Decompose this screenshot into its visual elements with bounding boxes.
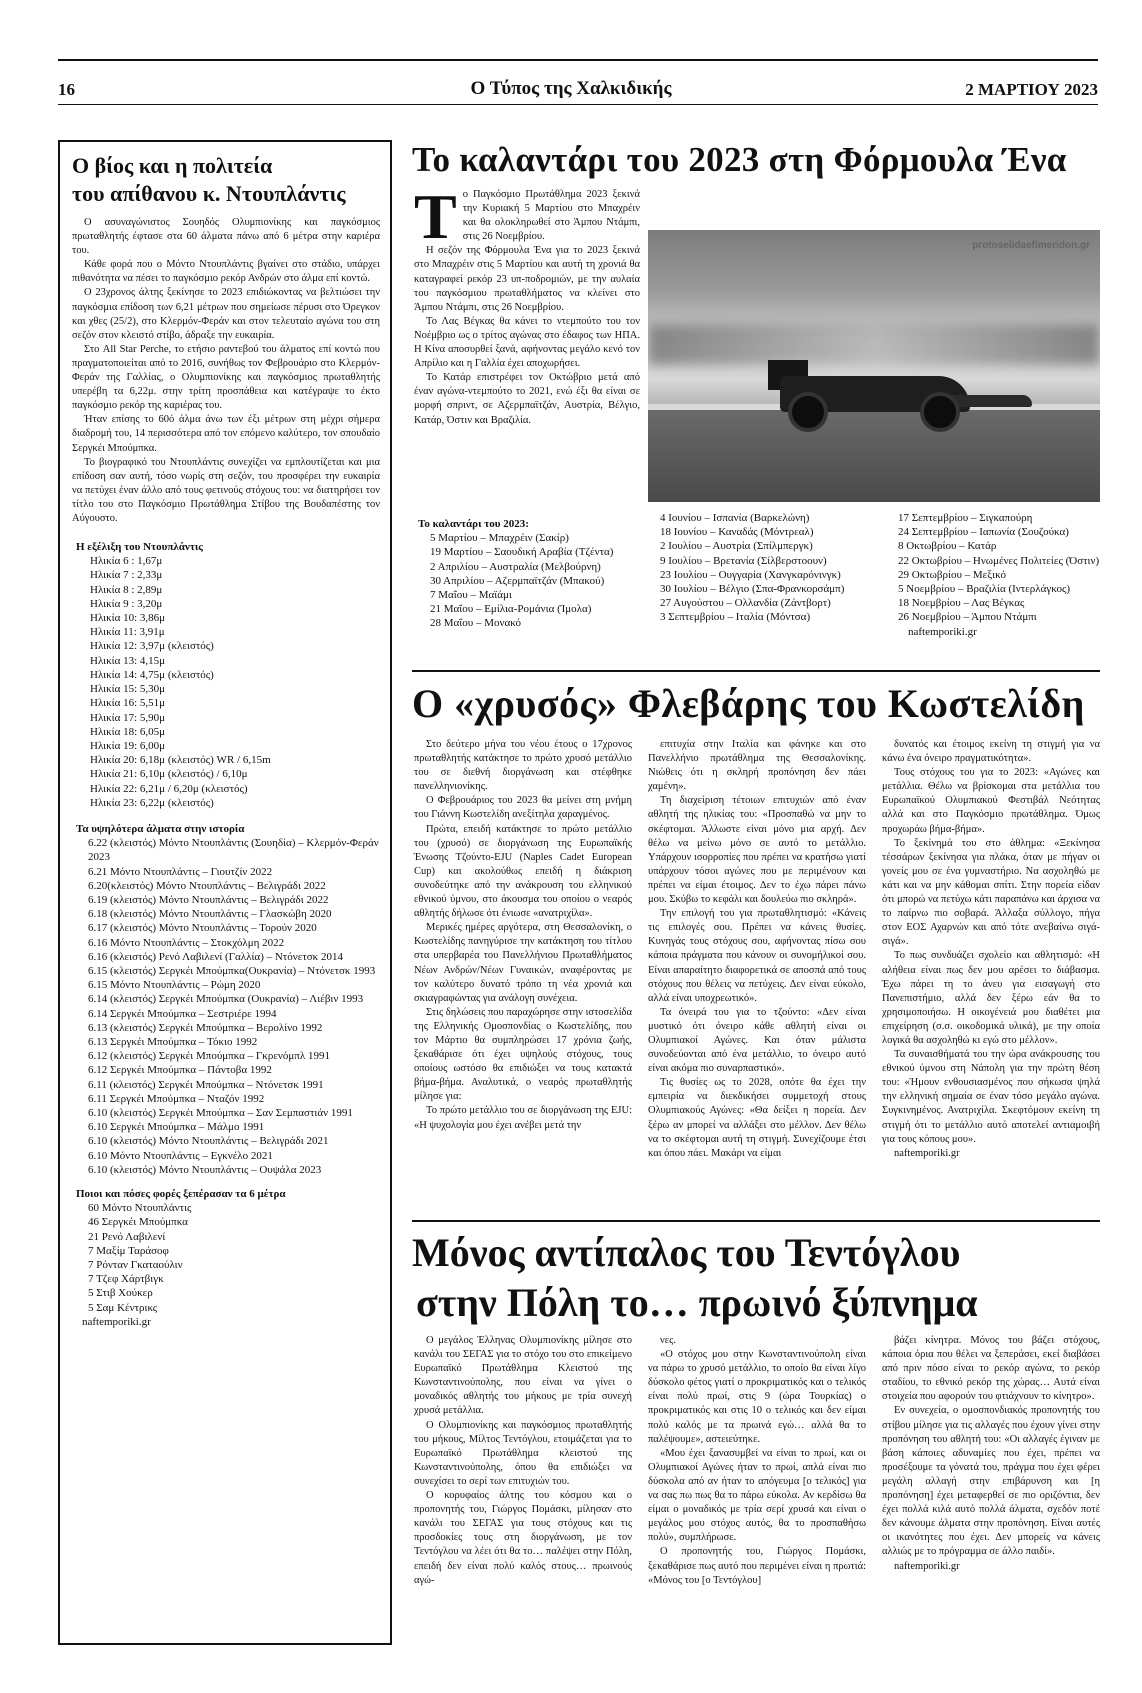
highest-jump-item: 6.12 Σεργκέι Μπούμπκα – Πάντοβα 1992 bbox=[88, 1064, 272, 1077]
evolution-item: Ηλικία 10: 3,86μ bbox=[90, 612, 166, 625]
over-six-metres-list bbox=[72, 1187, 380, 1329]
evolution-item: Ηλικία 8 : 2,89μ bbox=[90, 583, 163, 596]
paper-title: Ο Τύπος της Χαλκιδικής bbox=[470, 78, 672, 99]
highest-jump-item: 6.10 (κλειστός) Σεργκέι Μπούμπκα – Σαν Σεμπαστιάν 1991 bbox=[88, 1106, 353, 1119]
article-paragraph: Το πως συνδυάζει σχολείο και αθλητισμό: «Η αλήθεια είναι πως δεν μου αρέσει το διάβασμα. Έχω πάρει τη το άνευ για εισαγωγή στο Πανεπιστήμιο, αλλά δεν ξέρω εάν θα το χρησιμοποιήσω. Η οικογένειά μου διαθέτει μια επιχείρηση (σ.σ. οικοδομικά υλικά), με την οποία λογικά θα ασχοληθώ κι εγώ στο μέλλον». bbox=[882, 950, 1100, 1046]
calendar-item: 7 Μαΐου – Μαϊάμι bbox=[430, 589, 512, 602]
calendar-item: 3 Σεπτεμβρίου – Ιταλία (Μόντσα) bbox=[660, 611, 811, 624]
highest-jump-item: 6.19 (κλειστός) Μόντο Ντουπλάντις – Βελιγράδι 2022 bbox=[88, 893, 329, 906]
header-top-rule bbox=[58, 59, 1098, 61]
over-six-item: 7 Μαξίμ Ταράσοφ bbox=[88, 1244, 169, 1257]
calendar-item: 9 Ιουλίου – Βρετανία (Σίλβερστοουν) bbox=[660, 554, 827, 567]
highest-jump-item: 6.10 (κλειστός) Μόντο Ντουπλάντις – Βελιγράδι 2021 bbox=[88, 1135, 329, 1148]
article-paragraph: naftemporiki.gr bbox=[894, 1560, 960, 1572]
highest-jump-item: 6.20(κλειστός) Μόντο Ντουπλάντις – Βελιγράδι 2022 bbox=[88, 879, 326, 892]
calendar-item: 2 Απριλίου – Αυστραλία (Μελβούρνη) bbox=[430, 560, 601, 573]
kostelidis-col2 bbox=[648, 738, 866, 1161]
evolution-title: Η εξέλιξη του Ντουπλάντις bbox=[76, 541, 203, 554]
article-paragraph: Πρώτα, επειδή κατάκτησε το πρώτο μετάλλιο του (χρυσό) σε διοργάνωση της Ευρωπαϊκής Ένωσης Τζούντο-EJU (Naples Cadet European Cup) και ακολούθως επειδή η διάκριση συνοδεύτηκε από την ανάκρουση του ελληνικού εθνικού ύμνου, στο άκουσμα του οποίου ο νεαρός αθλητής δήλωσε ότι ένιωσε «ανατριχίλα». bbox=[414, 823, 632, 920]
highest-jump-item: 6.13 (κλειστός) Σεργκέι Μπούμπκα – Βερολίνο 1992 bbox=[88, 1021, 323, 1034]
section-rule-2 bbox=[412, 1220, 1100, 1222]
calendar-item: 8 Οκτωβρίου – Κατάρ bbox=[898, 540, 997, 553]
calendar-item: 2 Ιουλίου – Αυστρία (Σπίλμπεργκ) bbox=[660, 540, 813, 553]
evolution-item: Ηλικία 22: 6,21μ / 6,20μ (κλειστός) bbox=[90, 782, 248, 795]
over-six-item: 21 Ρενό Λαβιλενί bbox=[88, 1230, 166, 1243]
f1-calendar-title: Το καλαντάρι του 2023: bbox=[418, 518, 529, 530]
evolution-item: Ηλικία 16: 5,51μ bbox=[90, 697, 166, 710]
article-paragraph: Τη διαχείριση τέτοιων επιτυχιών από έναν αθλητή της ηλικίας του: «Προσπαθώ να μην το σκέφτομαι. Άλλωστε είναι μόνο μια αρχή. Δεν θέλω να μείνω μόνο σε αυτό το μετάλλιο. Υπάρχουν ισορροπίες που πρέπει να κρατήσω γιατί υπάρχουν τόσοι αγώνες που με περιμένουν και πρέπει να είμαι έτοιμος. Δεν το έχω πάρει πάνω μου. Σκύβω το κεφάλι και δουλεύω πιο σκληρά». bbox=[648, 795, 866, 906]
highest-jumps-list bbox=[72, 822, 380, 1177]
calendar-item: 26 Νοεμβρίου – Άμπου Ντάμπι bbox=[898, 611, 1037, 624]
calendar-item: 21 Μαΐου – Εμίλια-Ρομάνια (Ίμολα) bbox=[430, 603, 592, 616]
f1-dropcap: Τ bbox=[414, 181, 457, 252]
f1-calendar-col1 bbox=[418, 517, 646, 631]
f1-calendar-col3 bbox=[898, 511, 1104, 639]
article-paragraph: βάζει κίνητρα. Μόνος του βάζει στόχους, κάποια όρια που θέλει να ξεπεράσει, εκεί διαβάσει από πριν πόσο είναι το ρεκόρ αγώνα, το ρεκόρ σταδίου, το εθνικό ρεκόρ της χώρας… Αυτά είναι στοιχεία που αφορούν του φτιάχνουν το κίνητρο». bbox=[882, 1335, 1100, 1403]
article-paragraph: naftemporiki.gr bbox=[894, 1147, 960, 1159]
f1-source: naftemporiki.gr bbox=[908, 625, 977, 638]
highest-jump-item: 6.14 Σεργκέι Μπούμπκα – Σεστριέρε 1994 bbox=[88, 1007, 277, 1020]
evolution-item: Ηλικία 6 : 1,67μ bbox=[90, 555, 163, 568]
sidebar-paragraph: Ήταν επίσης το 60ό άλμα άνω των έξι μέτρων στη μέχρι σήμερα διαδρομή του, 14 περισσότερα από τον επόμενο καλύτερο, τον σπουδαίο Σεργκέι Μπούμπκα. bbox=[72, 414, 380, 454]
evolution-list bbox=[72, 540, 380, 810]
evolution-item: Ηλικία 18: 6,05μ bbox=[90, 725, 166, 738]
highest-jump-item: 6.10 Σεργκέι Μπούμπκα – Μάλμο 1991 bbox=[88, 1121, 265, 1134]
article-paragraph: Στις δηλώσεις που παραχώρησε στην ιστοσελίδα της Ελληνικής Ομοσπονδίας ο Κωστελίδης, που τον Μάρτιο θα συμπληρώσει 17 χρόνια ζωής, ξεκαθάρισε ότι έχει υψηλούς στόχους, τους οποίους ωστόσο θα επιδιώξει να τους κατακτά βήμα-βήμα. Αναλυτικά, ο νεαρός πρωταθλητής μίλησε για: bbox=[414, 1006, 632, 1103]
calendar-item: 29 Οκτωβρίου – Μεξικό bbox=[898, 568, 1006, 581]
sidebar-title-line2: του απίθανου κ. Ντουπλάντις bbox=[72, 181, 346, 206]
article-paragraph: «Ο στόχος μου στην Κωνσταντινούπολη είναι να πάρω το χρυσό μετάλλιο, το οποίο θα είναι λίγο δύσκολο φέτος γιατί ο προκριματικός και ο τελικός είναι πολύ πρωί, στις 9 (ώρα Τουρκίας) ο προκριματικός και στις 10 ο τελικός και δεν είμαι πολύ καλός με τα πρωινά εγώ… αλλά θα το παλέψουμε», αστειεύτηκε. bbox=[648, 1349, 866, 1445]
calendar-item: 24 Σεπτεμβρίου – Ιαπωνία (Σουζούκα) bbox=[898, 526, 1069, 539]
highest-jump-item: 6.16 (κλειστός) Ρενό Λαβιλενί (Γαλλία) – Ντόνετσκ 2014 bbox=[88, 950, 343, 963]
header-bottom-rule bbox=[58, 104, 1098, 105]
tentoglou-body bbox=[414, 1334, 1100, 1588]
kostelidis-body bbox=[414, 738, 1100, 1161]
article-paragraph: Ο Φεβρουάριος του 2023 θα μείνει στη μνήμη του Γιάννη Κωστελίδη ανεξίτηλα χαραγμένος. bbox=[414, 795, 632, 821]
evolution-item: Ηλικία 19: 6,00μ bbox=[90, 739, 166, 752]
tentoglou-col1 bbox=[414, 1334, 632, 1588]
evolution-item: Ηλικία 7 : 2,33μ bbox=[90, 569, 163, 582]
article-paragraph: επιτυχία στην Ιταλία και φάνηκε και στο Πανελλήνιο πρωτάθλημα της Θεσσαλονίκης. Νιώθεις ότι η σκληρή προπόνηση δεν πάει χαμένη». bbox=[648, 739, 866, 793]
calendar-item: 27 Αυγούστου – Ολλανδία (Ζάντβορτ) bbox=[660, 597, 831, 610]
kostelidis-col1 bbox=[414, 738, 632, 1161]
article-paragraph: Μερικές ημέρες αργότερα, στη Θεσσαλονίκη, ο Κωστελίδης πανηγύρισε την κατάκτηση του τίτλου στα υπερβαρέα του Πανελλήνιου Πρωταθλήματος Νέων Ανδρών/Νέων Γυναικών, αναφέροντας με τον καλύτερο δυνατό τρόπο τη νέα χρονιά και σκιαγραφώντας για ανάλογη συνέχεια. bbox=[414, 922, 632, 1004]
sidebar-box bbox=[58, 140, 392, 1645]
highest-jump-item: 6.10 (κλειστός) Μόντο Ντουπλάντις – Ουψάλα 2023 bbox=[88, 1163, 322, 1176]
evolution-item: Ηλικία 13: 4,15μ bbox=[90, 654, 166, 667]
article-paragraph: Τα όνειρά του για το τζούντο: «Δεν είναι μυστικό ότι όνειρο κάθε αθλητή είναι οι Ολυμπιακοί Αγώνες. Και όταν μάλιστα συνοδεύονται από ένα μετάλλιο, το όνειρο αυτό είναι ακόμα πιο συναρπαστικό». bbox=[648, 1006, 866, 1075]
highest-jump-item: 6.11 (κλειστός) Σεργκέι Μπούμπκα – Ντόνετσκ 1991 bbox=[88, 1078, 324, 1091]
sidebar-paragraph: Ο 23χρονος άλτης ξεκίνησε το 2023 επιδιώκοντας να βελτιώσει την παγκόσμια επίδοση των 6,21 μέτρων που σημείωσε πέρυσι στο Όρεγκον και χθες (25/2), στο Κλερμόν-Φεράν και στον τελευταίο αγώνα του στη σεζόν στον κλειστό στίβο, άδραξε την ευκαιρία. bbox=[72, 287, 380, 341]
highest-jump-item: 6.10 Μόντο Ντουπλάντις – Εγκνέλο 2021 bbox=[88, 1149, 273, 1162]
highest-jump-item: 6.12 (κλειστός) Σεργκέι Μπούμπκα – Γκρενόμπλ 1991 bbox=[88, 1050, 330, 1063]
calendar-item: 4 Ιουνίου – Ισπανία (Βαρκελώνη) bbox=[660, 512, 810, 524]
article-paragraph: δυνατός και έτοιμος εκείνη τη στιγμή για να κάνω ένα όνειρο πραγματικότητα». bbox=[882, 739, 1100, 765]
tentoglou-col2 bbox=[648, 1334, 866, 1588]
tentoglou-headline-line2: στην Πόλη το… πρωινό ξύπνημα bbox=[416, 1280, 978, 1325]
highest-jump-item: 6.18 (κλειστός) Μόντο Ντουπλάντις – Γλασκώβη 2020 bbox=[88, 908, 332, 921]
evolution-item: Ηλικία 21: 6,10μ (κλειστός) / 6,10μ bbox=[90, 768, 248, 781]
f1-calendar-col2 bbox=[660, 511, 888, 625]
article-paragraph: Τους στόχους του για το 2023: «Αγώνες και μετάλλια. Θέλω να βρίσκομαι στα μετάλλια του Ευρωπαϊκού Ολυμπιακού Φεστιβάλ Νεότητας αλλά και στο Παγκόσμιο πρωτάθλημα. Όμως προχωράω βήμα-βήμα». bbox=[882, 767, 1100, 835]
sidebar-paragraph: Κάθε φορά που ο Μόντο Ντουπλάντις βγαίνει στο στάδιο, υπάρχει πιθανότητα να πέσει το παγκόσμιο ρεκόρ Ανδρών στο άλμα επί κοντώ. bbox=[72, 259, 380, 285]
evolution-item: Ηλικία 9 : 3,20μ bbox=[90, 597, 163, 610]
article-paragraph: Στο δεύτερο μήνα του νέου έτους ο 17χρονος πρωταθλητής κατάκτησε το πρώτο χρυσό μετάλλιο του σε διεθνή διοργάνωση και στέφθηκε πανελληνιονίκης. bbox=[414, 739, 632, 793]
calendar-item: 5 Μαρτίου – Μπαχρέιν (Σακίρ) bbox=[430, 532, 569, 545]
evolution-item: Ηλικία 17: 5,90μ bbox=[90, 711, 166, 724]
over-six-item: 7 Τζεφ Χάρτβιγκ bbox=[88, 1273, 164, 1286]
f1-car-photo bbox=[648, 230, 1100, 502]
highest-jump-item: 6.16 Μόντο Ντουπλάντις – Στοκχόλμη 2022 bbox=[88, 936, 285, 949]
over-six-item: 5 Στιβ Χούκερ bbox=[88, 1287, 153, 1300]
evolution-item: Ηλικία 12: 3,97μ (κλειστός) bbox=[90, 640, 214, 653]
sidebar-source: naftemporiki.gr bbox=[82, 1315, 151, 1328]
article-paragraph: Ο Ολυμπιονίκης και παγκόσμιος πρωταθλητής του μήκους, Μίλτος Τεντόγλου, ετοιμάζεται για το Ευρωπαϊκό Πρωτάθλημα κλειστού της Κωνσταντινούπολης, όπου θα επιδιώξει να συνεχίσει το σερί των επιτυχιών του. bbox=[414, 1419, 632, 1487]
kostelidis-headline: Ο «χρυσός» Φλεβάρης του Κωστελίδη bbox=[412, 681, 1085, 726]
article-paragraph: Το ξεκίνημά του στο άθλημα: «Ξεκίνησα τέσσάρων ξεκίνησα για πλάκα, όταν με πήγαν οι γονείς μου σε ένα γυμναστήριο. Να ασχοληθώ με κάτι και να μην κάθομαι σπίτι. Στην πορεία είδαν ότι μπορώ να πετύχω κάτι παραπάνω και άρχισα να το παίρνω πιο σοβαρά. Άλλαξα σύλλογο, πήγα στον ΕΟΣ Αχαρνών και από τότε ανεβαίνω σιγά-σιγά». bbox=[882, 837, 1100, 948]
calendar-item: 18 Νοεμβρίου – Λας Βέγκας bbox=[898, 597, 1025, 610]
article-paragraph: νες. bbox=[660, 1335, 676, 1346]
over-six-item: 7 Ρόνταν Γκαταούλιν bbox=[88, 1259, 183, 1272]
issue-date: 2 ΜΑΡΤΙΟΥ 2023 bbox=[965, 80, 1098, 99]
over-six-item: 5 Σαμ Κέντρικς bbox=[88, 1301, 158, 1314]
tentoglou-col3 bbox=[882, 1334, 1100, 1588]
calendar-item: 19 Μαρτίου – Σαουδική Αραβία (Τζέντα) bbox=[430, 546, 614, 559]
evolution-item: Ηλικία 23: 6,22μ (κλειστός) bbox=[90, 796, 214, 809]
highest-title: Τα υψηλότερα άλματα στην ιστορία bbox=[76, 822, 245, 835]
article-paragraph: Εν συνεχεία, ο ομοσπονδιακός προπονητής του στίβου μίλησε για τις αλλαγές που έχουν γίνει στην προπόνηση του αθλητή του: «Οι αλλαγές έγιναν με βάση κάποιες αδυναμίες που έχει, πρέπει να προσέξουμε τα γόνατά του, πράγμα που έχει φέρει μεγάλη αλλαγή στην επιβάρυνση και [η προπόνηση] έχει μεταφερθεί σε πιο οριζόντια, δεν έχει πολλά κιλά αυτό πολλά άλματα, σχεδόν ποτέ δεν κάνουμε άλματα στην προπόνηση. Είναι αυτές οι ικανότητες που έχει. Δεν μπορείς να κάνεις αλλιώς με το πρόγραμμα σε άλλο παιδί». bbox=[882, 1405, 1100, 1558]
calendar-item: 18 Ιουνίου – Καναδάς (Μόντρεαλ) bbox=[660, 526, 814, 539]
calendar-item: 28 Μαΐου – Μονακό bbox=[430, 617, 522, 630]
over-six-item: 60 Μόντο Ντουπλάντις bbox=[88, 1202, 192, 1215]
f1-paragraph: Το Κατάρ επιστρέφει τον Οκτώβριο μετά από έναν αγώνα-ντεμπούτο το 2021, ενώ έξι θα είναι σε μορφή σπριντ, σε Αζερμπαϊτζάν, Αυστρία, Βέλγιο, Κατάρ, Όστιν και Βραζιλία. bbox=[414, 372, 640, 426]
highest-jump-item: 6.13 Σεργκέι Μπούμπκα – Τόκιο 1992 bbox=[88, 1035, 258, 1048]
calendar-item: 5 Νοεμβρίου – Βραζιλία (Ιντερλάγκος) bbox=[898, 583, 1071, 596]
calendar-item: 30 Απριλίου – Αζερμπαϊτζάν (Μπακού) bbox=[430, 574, 605, 587]
highest-jump-item: 6.14 (κλειστός) Σεργκέι Μπούμπκα (Ουκρανία) – Λιέβιν 1993 bbox=[88, 993, 364, 1006]
sidebar-paragraph: Ο ασυναγώνιστος Σουηδός Ολυμπιονίκης και παγκόσμιος πρωταθλητής έφτασε στα 60 άλματα πάνω από 6 μέτρα στην καριέρα του. bbox=[72, 217, 380, 257]
evolution-item: Ηλικία 15: 5,30μ bbox=[90, 683, 166, 696]
calendar-item: 17 Σεπτεμβρίου – Σιγκαπούρη bbox=[898, 512, 1033, 524]
times-title: Ποιοι και πόσες φορές ξεπέρασαν τα 6 μέτρα bbox=[76, 1188, 286, 1200]
sidebar-title bbox=[72, 152, 380, 208]
kostelidis-col3 bbox=[882, 738, 1100, 1161]
page-number: 16 bbox=[58, 80, 75, 99]
article-paragraph: Ο μεγάλος Έλληνας Ολυμπιονίκης μίλησε στο κανάλι του ΣΕΓΑΣ για το στόχο του στο επικείμενο Ευρωπαϊκό Πρωτάθλημα Κλειστού της Κωνσταντινούπολης, που είναι να γίνει ο μοναδικός αθλητής του μήκους με τρία συνεχή χρυσά μετάλλια. bbox=[414, 1335, 632, 1417]
evolution-item: Ηλικία 11: 3,91μ bbox=[90, 626, 165, 639]
section-rule-1 bbox=[412, 670, 1100, 672]
calendar-item: 30 Ιουλίου – Βέλγιο (Σπα-Φρανκορσάμπ) bbox=[660, 583, 845, 596]
highest-jump-item: 6.21 Μόντο Ντουπλάντις – Γιουτζίν 2022 bbox=[88, 865, 273, 878]
f1-paragraph: ο Παγκόσμιο Πρωτάθλημα 2023 ξεκινά την Κυριακή 5 Μαρτίου στο Μπαχρέιν και θα ολοκληρωθεί στο Άμπου Ντάμπι, στις 26 Νοεμβρίου. bbox=[462, 189, 640, 243]
f1-paragraph: Το Λας Βέγκας θα κάνει το ντεμπούτο του τον Νοέμβριο ως ο τρίτος αγώνας στο έδαφος των ΗΠΑ. Η Κίνα αποσυρθεί ξανά, αφήνοντας μεγάλο κενό τον Απρίλιο και η Γαλλία έχει αποχωρήσει. bbox=[414, 315, 640, 370]
f1-headline: Το καλαντάρι του 2023 στη Φόρμουλα Ένα bbox=[412, 140, 1067, 179]
f1-body bbox=[414, 181, 640, 428]
over-six-item: 46 Σεργκέι Μπούμπκα bbox=[88, 1216, 188, 1229]
sidebar-title-line1: Ο βίος και η πολιτεία bbox=[72, 153, 273, 178]
highest-jump-item: 6.11 Σεργκέι Μπούμπκα – Νταζόν 1992 bbox=[88, 1092, 265, 1105]
calendar-item: 22 Οκτωβρίου – Ηνωμένες Πολιτείες (Όστιν) bbox=[898, 554, 1100, 567]
tentoglou-headline-line1: Μόνος αντίπαλος του Τεντόγλου bbox=[412, 1230, 961, 1275]
article-paragraph: Τις θυσίες ως το 2028, οπότε θα έχει την εμπειρία να διεκδικήσει συμμετοχή στους Ολυμπιακούς Αγώνες: «Θα δείξει η πορεία. Δεν ξέρω αν μπορεί να αλλάξει στο μέλλον. Δεν θέλω να το σκέφτομαι αυτή τη στιγμή. Συνεχίζουμε έτσι και όπου πάει. Μακάρι να είμαι bbox=[648, 1077, 866, 1159]
tentoglou-headline bbox=[412, 1228, 978, 1328]
sidebar-intro bbox=[72, 216, 380, 526]
calendar-item: 23 Ιουλίου – Ουγγαρία (Χανγκαρόνινγκ) bbox=[660, 568, 841, 581]
article-paragraph: Το πρώτο μετάλλιο του σε διοργάνωση της EJU: «Η ψυχολογία μου έχει ανέβει μετά την bbox=[414, 1105, 632, 1131]
article-paragraph: «Μου έχει ξανασυμβεί να είναι το πρωί, και οι Ολυμπιακοί Αγώνες ήταν το πρωί, απλά είναι πιο δύσκολα από αν ήταν το απόγευμα [ο τελικός] για να σας πω πως θα το πάρω εύκολα. Αν κερδίσω θα είμαι ο μοναδικός με τρία σερί χρυσά και είναι ο μεγάλος μου στόχος αυτός, θα το προσπαθήσω πολύ», συμπλήρωσε. bbox=[648, 1447, 866, 1544]
highest-jump-item: 6.15 Μόντο Ντουπλάντις – Ρώμη 2020 bbox=[88, 979, 261, 992]
f1-paragraph: Η σεζόν της Φόρμουλα Ένα για το 2023 ξεκινά στο Μπαχρέιν στις 5 Μαρτίου και αυτή τη χρονιά θα καταγραφεί ρεκόρ 23 υπ-ποδρομιών, με την αυλαία του παγκόσμιου πρωταθλήματος να κλείνει στο Άμπου Ντάμπι, στις 26 Νοεμβρίου. bbox=[414, 245, 640, 313]
highest-jump-item: 6.17 (κλειστός) Μόντο Ντουπλάντις – Τορούν 2020 bbox=[88, 922, 317, 935]
evolution-item: Ηλικία 14: 4,75μ (κλειστός) bbox=[90, 668, 214, 681]
article-paragraph: Τα συναισθήματά του την ώρα ανάκρουσης του εθνικού ύμνου στη Νάπολη για την πρώτη θέση του: «Ήμουν ενθουσιασμένος που σήκωσα ψηλά την ελληνική σημαία σε έναν τόσο μεγάλο αγώνα. Συγκινημένος. Ανατριχίλα. Σκεφτόμουν εκείνη τη στιγμή ότι το μετάλλιο αυτό αποτελεί αντιαμοιβή για τους κόπους μου». bbox=[882, 1049, 1100, 1145]
sidebar-paragraph: Το βιογραφικό του Ντουπλάντις συνεχίζει να εμπλουτίζεται και μια επίδοση σαν αυτή, τόσο νωρίς στη σεζόν, του προσφέρει την ευκαιρία να πετύχει έναν άλλο από τους φετινούς στόχους του: να διατηρήσει τον τίτλο του στο Παγκόσμιο Πρωτάθλημα Στίβου της Βουδαπέστης τον Αύγουστο. bbox=[72, 456, 380, 524]
evolution-item: Ηλικία 20: 6,18μ (κλειστός) WR / 6,15m bbox=[90, 754, 271, 767]
highest-jump-item: 6.22 (κλειστός) Μόντο Ντουπλάντις (Σουηδία) – Κλερμόν-Φεράν 2023 bbox=[88, 837, 379, 864]
photo-watermark: protoselidaefimeridon.gr bbox=[972, 240, 1090, 251]
article-paragraph: Ο προπονητής του, Γιώργος Πομάσκι, ξεκαθάρισε πως αυτό που περιμένει είναι η πρωτιά: «Μόνος του [ο Τεντόγλου] bbox=[648, 1546, 866, 1586]
sidebar-paragraph: Στο All Star Perche, το ετήσιο ραντεβού του άλματος επί κοντώ που πραγματοποιείται από το 2016, συνήθως τον Φεβρουάριο στο Κλερμόν-Φεράν της Γαλλίας, ο Ολυμπιονίκης και παγκόσμιος πρωταθλητής υπερέβη τα 6,22μ. στην τρίτη προσπάθεια και κατέγραψε το έκτο παγκόσμιο ρεκόρ της καριέρας του. bbox=[72, 343, 380, 412]
article-paragraph: Ο κορυφαίος άλτης του κόσμου και ο προπονητής του, Γιώργος Πομάσκι, μίλησαν στο κανάλι του ΣΕΓΑΣ για τους στόχους και τις προσδοκίες τους στη διοργάνωση, με τον Τεντόγλου να λέει ότι θα το… παλέψει στην Πόλη, επειδή δεν είναι πολύ καλός στους… πρωινούς αγώ- bbox=[414, 1490, 632, 1586]
article-paragraph: Την επιλογή του για πρωταθλητισμό: «Κάνεις τις επιλογές σου. Πρέπει να κάνεις θυσίες. Κυνηγάς τους στόχους σου, αφήνοντας πίσω σου κάποια πράγματα που κάνουν οι συνομήλικοί σου. Είναι απαραίτητο διαφορετικά σε αποσπά από τους στόχους που θέλεις να πετύχεις. Δεν είναι εύκολο, αλλά είναι υποχρεωτικό». bbox=[648, 908, 866, 1004]
highest-jump-item: 6.15 (κλειστός) Σεργκέι Μπούμπκα(Ουκρανία) – Ντόνετσκ 1993 bbox=[88, 964, 376, 977]
